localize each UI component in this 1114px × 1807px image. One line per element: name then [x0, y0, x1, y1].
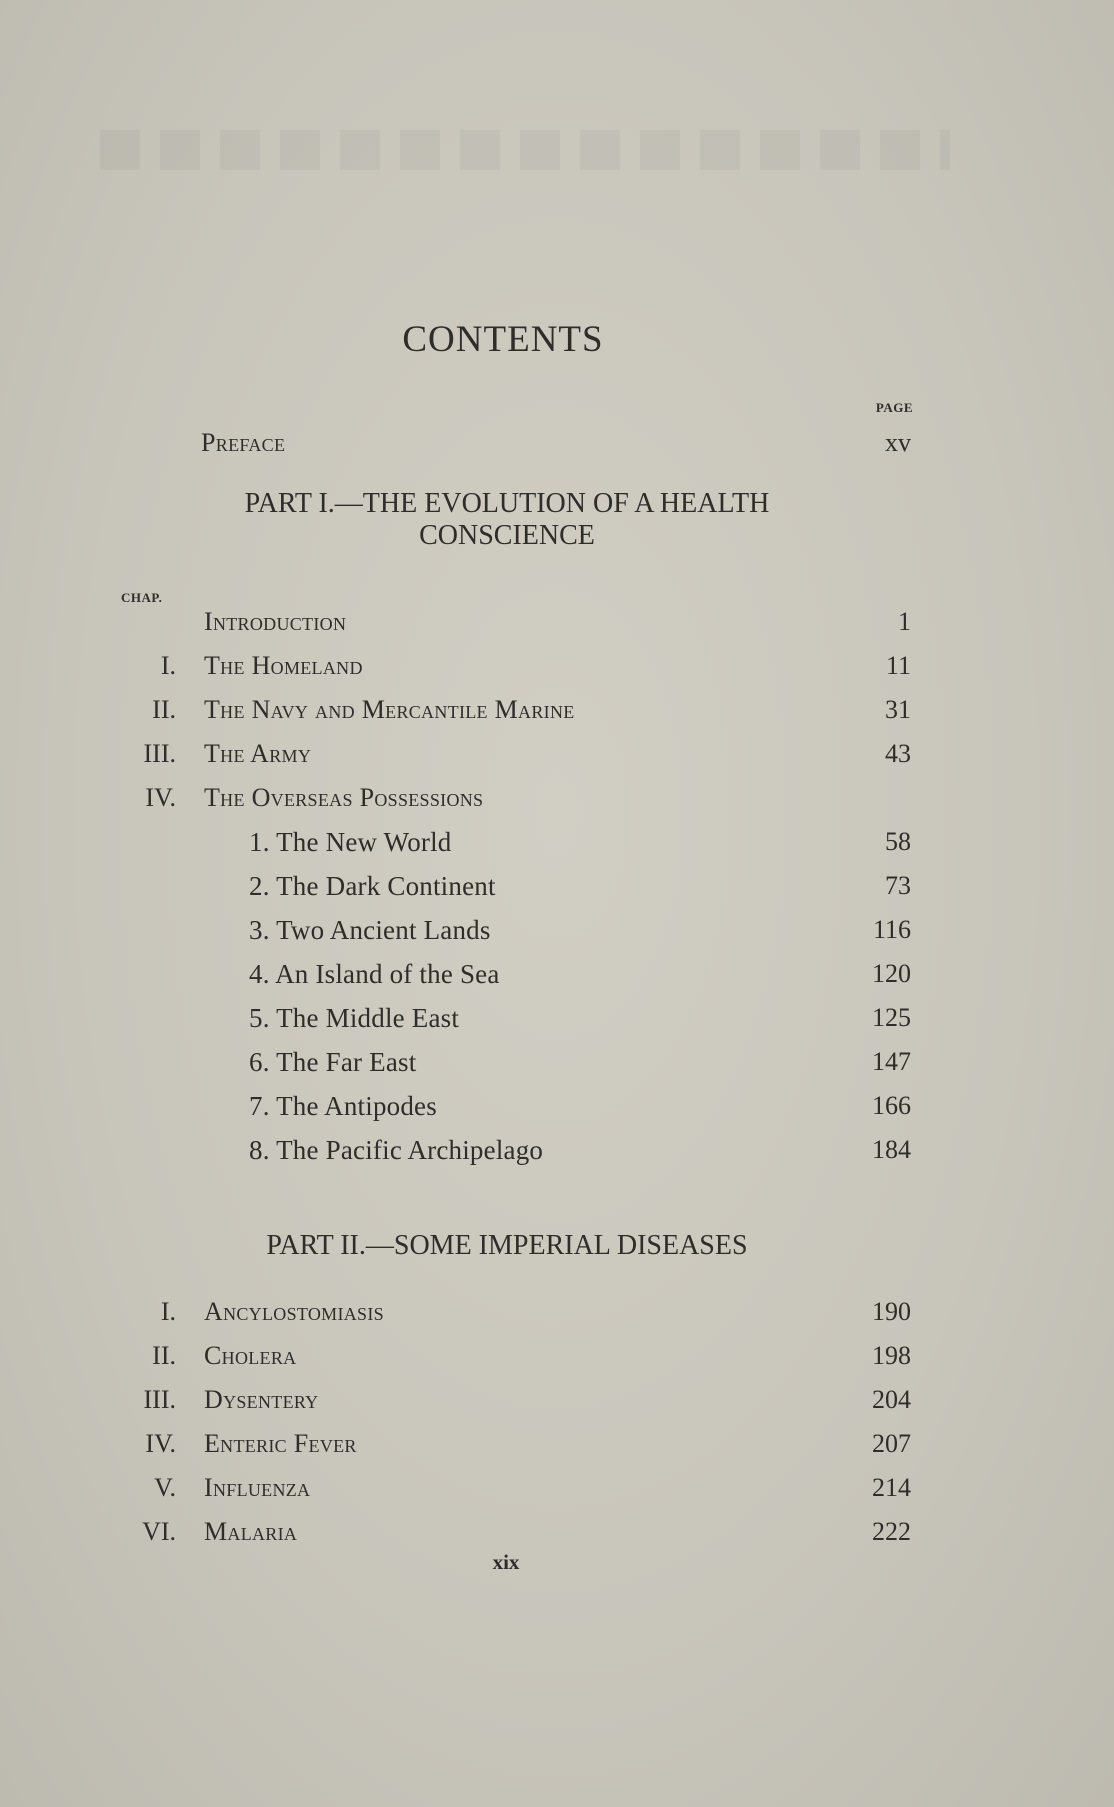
toc-entry-label: Cholera	[204, 1341, 297, 1370]
toc-subentry-label: 6. The Far East	[249, 1047, 417, 1077]
toc-subentry-label: 5. The Middle East	[249, 1003, 460, 1033]
toc-entry-label: Enteric Fever	[204, 1429, 357, 1458]
toc-subentry	[0, 1132, 1114, 1168]
toc-entry-page: 198	[872, 1341, 911, 1370]
toc-subentry-page: 166	[872, 1091, 911, 1120]
toc-entry-page: 222	[872, 1517, 911, 1546]
toc-entry-label: Dysentery	[204, 1385, 319, 1414]
toc-subentry	[0, 1088, 1114, 1124]
toc-entry-label: Ancylostomiasis	[204, 1297, 384, 1326]
toc-entry-number: II.	[152, 1341, 176, 1370]
page-column-header: PAGE	[875, 400, 913, 415]
toc-subentry-label: 3. Two Ancient Lands	[249, 915, 491, 945]
toc-entry-page: 207	[872, 1429, 911, 1458]
toc-entry-page: 43	[885, 739, 911, 768]
toc-subentry-label: 2. The Dark Continent	[249, 871, 496, 901]
toc-subentry-label: 1. The New World	[249, 827, 452, 857]
toc-entry	[0, 1426, 1114, 1462]
toc-entry-label: Malaria	[204, 1517, 298, 1546]
toc-subentry-page: 125	[872, 1003, 911, 1032]
toc-subentry-label: 8. The Pacific Archipelago	[249, 1135, 544, 1165]
toc-entry	[0, 780, 1114, 816]
bleed-through-text	[100, 130, 950, 170]
toc-entry-number: V.	[154, 1473, 176, 1502]
toc-subentry	[0, 1000, 1114, 1036]
part-one-title-line1: PART I.—THE EVOLUTION OF A HEALTH	[244, 488, 770, 519]
toc-entry-number: IV.	[145, 783, 176, 812]
toc-entry-preface	[0, 425, 1114, 461]
toc-entry-page: 190	[872, 1297, 911, 1326]
toc-entry-number: III.	[143, 1385, 176, 1414]
part-two-title: PART II.—SOME IMPERIAL DISEASES	[266, 1230, 748, 1261]
toc-entry-number: I.	[160, 1297, 176, 1326]
toc-entry	[0, 1514, 1114, 1550]
toc-entry-label: The Army	[204, 739, 312, 768]
toc-entry-number: II.	[152, 695, 176, 724]
toc-entry-label: Introduction	[204, 607, 347, 636]
toc-entry-label: The Homeland	[204, 651, 363, 680]
toc-subentry-page: 116	[872, 915, 911, 944]
toc-entry-page: xv	[885, 428, 911, 457]
page-title: CONTENTS	[402, 319, 604, 360]
toc-entry	[0, 648, 1114, 684]
toc-entry-label: The Overseas Possessions	[204, 783, 484, 812]
toc-entry	[0, 736, 1114, 772]
toc-entry	[0, 1294, 1114, 1330]
toc-entry-number: III.	[143, 739, 176, 768]
toc-subentry	[0, 956, 1114, 992]
toc-subentry-label: 7. The Antipodes	[249, 1091, 437, 1121]
toc-entry-number: I.	[160, 651, 176, 680]
toc-subentry-page: 73	[885, 871, 911, 900]
toc-subentry	[0, 824, 1114, 860]
toc-subentry-page: 120	[872, 959, 911, 988]
toc-entry-page: 31	[885, 695, 911, 724]
part-one-title-line2: CONSCIENCE	[419, 520, 595, 551]
toc-subentry	[0, 912, 1114, 948]
toc-entry	[0, 692, 1114, 728]
toc-entry-page: 214	[872, 1473, 911, 1502]
toc-entry	[0, 604, 1114, 640]
toc-entry	[0, 1338, 1114, 1374]
chapter-column-header: CHAP.	[121, 590, 163, 605]
toc-entry-number: IV.	[145, 1429, 176, 1458]
toc-subentry-page: 58	[885, 827, 911, 856]
toc-entry-page: 11	[885, 651, 911, 680]
toc-subentry-page: 147	[872, 1047, 911, 1076]
toc-entry	[0, 1470, 1114, 1506]
toc-entry-page: 1	[898, 607, 911, 636]
toc-entry-label: The Navy and Mercantile Marine	[204, 695, 575, 724]
toc-subentry-label: 4. An Island of the Sea	[249, 959, 500, 989]
toc-entry-label: Preface	[201, 428, 286, 457]
toc-subentry-page: 184	[872, 1135, 911, 1164]
toc-entry	[0, 1382, 1114, 1418]
toc-entry-page: 204	[872, 1385, 911, 1414]
toc-subentry	[0, 1044, 1114, 1080]
toc-subentry	[0, 868, 1114, 904]
toc-entry-label: Influenza	[204, 1473, 311, 1502]
page-folio: xix	[492, 1550, 520, 1574]
toc-entry-number: VI.	[142, 1517, 176, 1546]
